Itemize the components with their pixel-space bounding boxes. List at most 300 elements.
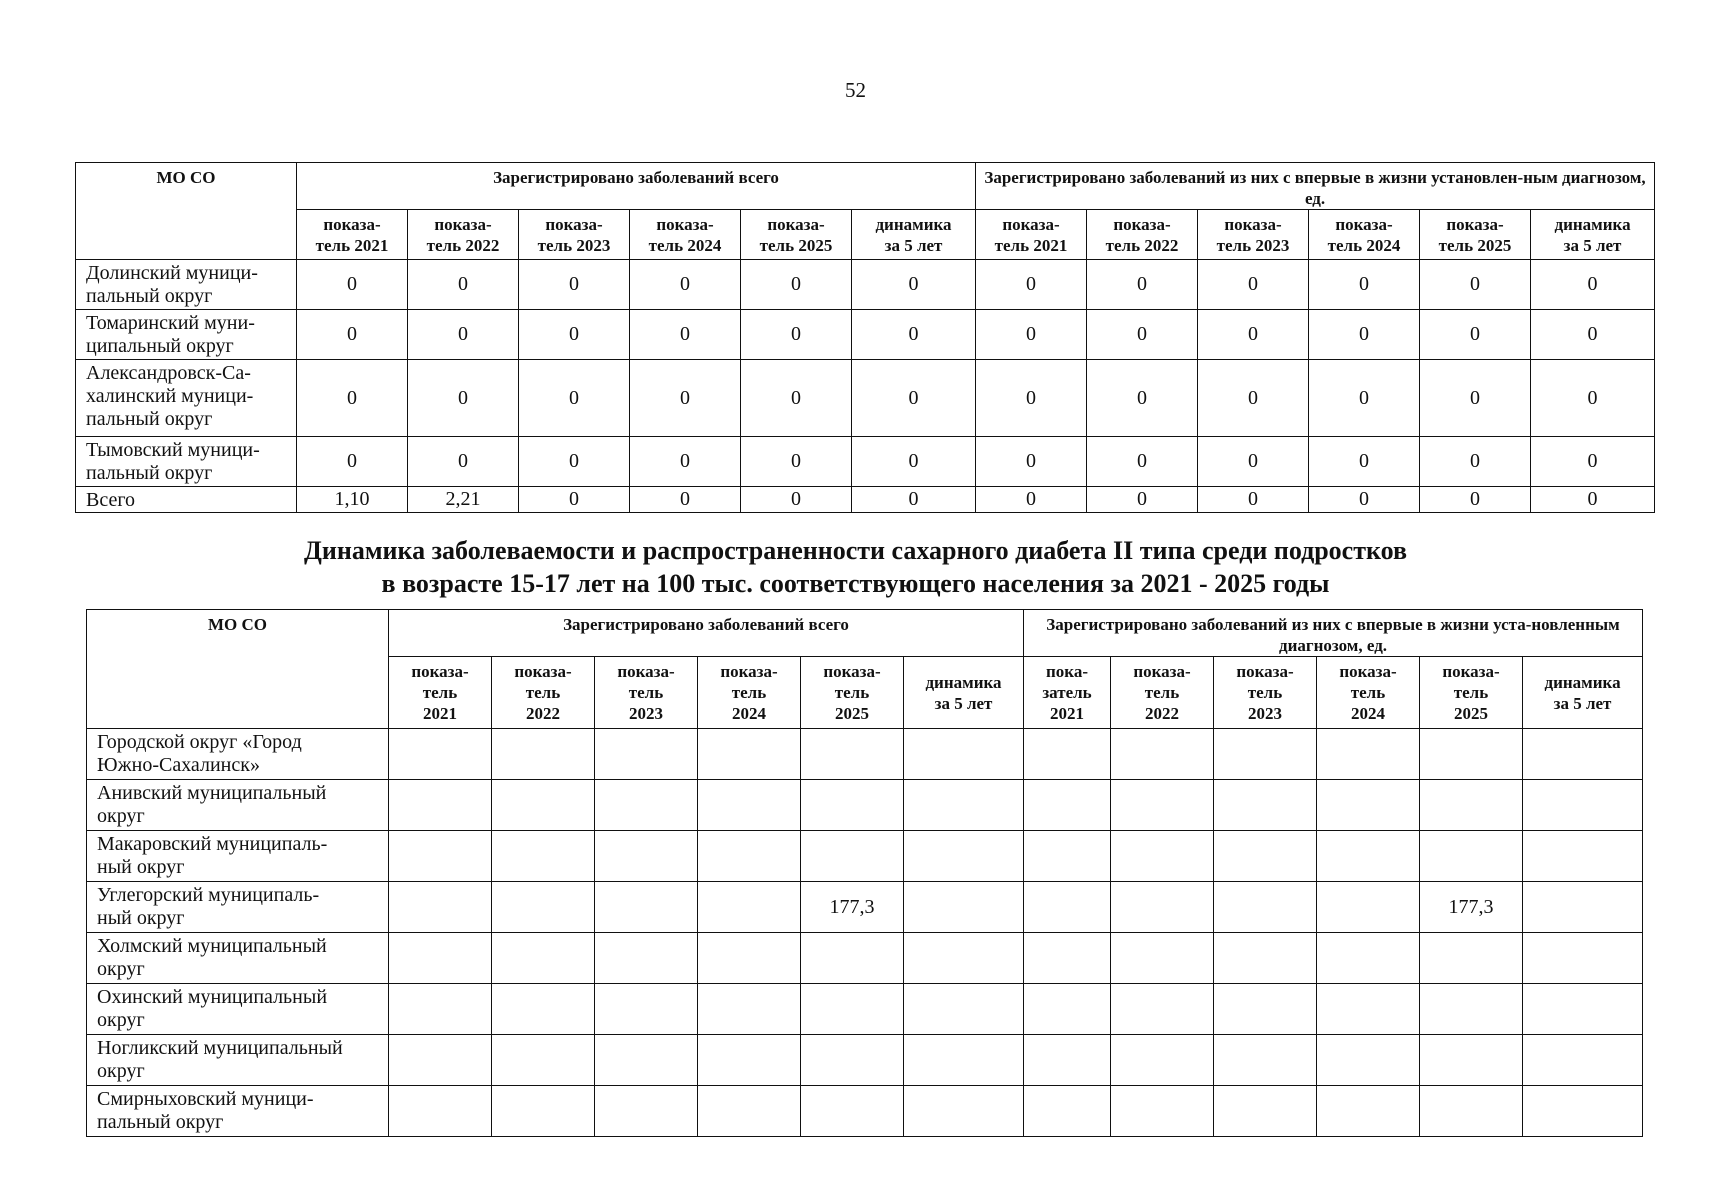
row-name [76,437,297,487]
table-row [87,1086,1643,1137]
subheader-line: тель 2022 [426,235,500,255]
table-cell: 0 [741,260,852,310]
table-cell [595,780,698,831]
table-row [76,437,1655,487]
table-cell: 0 [408,360,519,437]
row-name-line: округ [97,958,145,980]
subheader-line: тель [1350,683,1386,702]
subheader-line: тель [422,683,458,702]
table-cell: 0 [1309,260,1420,310]
table-cell [1024,933,1111,984]
table-cell [1214,831,1317,882]
row-name [87,1086,389,1137]
table-cell: 0 [852,487,976,513]
table-cell [904,1035,1024,1086]
table-cell: 0 [1087,360,1198,437]
table1-subheader-3 [519,210,630,260]
table-cell: 0 [630,260,741,310]
table-cell: 0 [1087,437,1198,487]
table-cell [1523,984,1643,1035]
subheader-line: показа- [767,214,825,234]
table1-subheader-1 [297,210,408,260]
subheader-line: тель 2024 [1327,235,1401,255]
row-name-line: Томаринский муни- [86,312,255,334]
table2-subheader-3 [595,657,698,729]
subheader-line: 2023 [629,704,663,723]
subheader-line: показа- [1224,214,1282,234]
row-name-line: Александровск-Са- [86,362,251,384]
table-cell [1214,729,1317,780]
table-cell [1523,1086,1643,1137]
table-cell: 0 [1198,437,1309,487]
subheader-line: показа- [411,662,469,681]
row-name [87,729,389,780]
table1-corner-header: МО СО [76,163,297,260]
table-cell: 0 [519,260,630,310]
table-cell [492,780,595,831]
table-row [87,1035,1643,1086]
table-cell: 0 [1420,487,1531,513]
subheader-line: показа- [823,662,881,681]
table-cell [389,882,492,933]
table-cell [801,729,904,780]
table-cell [698,1035,801,1086]
table-cell: 0 [1309,487,1420,513]
row-name-line: Городской округ «Город [97,731,302,753]
table-cell [1024,780,1111,831]
subheader-line: 2025 [835,704,869,723]
row-name [87,780,389,831]
subheader-line: показа- [434,214,492,234]
table-cell [1317,780,1420,831]
table2-subheader-2 [492,657,595,729]
table2-subheader-5 [801,657,904,729]
row-name [87,831,389,882]
table-cell [1111,984,1214,1035]
table-cell [1420,780,1523,831]
table-cell: 0 [1420,310,1531,360]
table-cell: 0 [297,360,408,437]
row-name-line: округ [97,1060,145,1082]
table-cell [1317,729,1420,780]
table-cell [1024,984,1111,1035]
table-cell [904,780,1024,831]
table-cell [595,933,698,984]
table-cell [1024,1086,1111,1137]
subheader-line: показа- [1335,214,1393,234]
table-cell: 0 [852,360,976,437]
table-cell [1523,882,1643,933]
table-row [76,487,1655,513]
table-cell [1214,780,1317,831]
table-cell: 0 [297,437,408,487]
subheader-line: за 5 лет [1553,693,1612,713]
table-cell: 0 [630,437,741,487]
row-name-line: округ [97,1009,145,1031]
table-cell: 0 [976,487,1087,513]
table-row [87,984,1643,1035]
table-cell [1317,984,1420,1035]
table-cell [904,882,1024,933]
table-cell: 0 [519,437,630,487]
subheader-line: тель [628,683,664,702]
table1-subheader-4 [630,210,741,260]
table-cell: 0 [976,437,1087,487]
table-cell: 0 [297,310,408,360]
table-row [87,729,1643,780]
table-cell [492,882,595,933]
table-cell: 0 [1531,360,1655,437]
subheader-line: тель [1453,683,1489,702]
subheader-line: показа- [1446,214,1504,234]
table-cell [1214,1086,1317,1137]
table-cell [1111,933,1214,984]
subheader-line: за 5 лет [884,235,943,255]
table-cell: 0 [408,437,519,487]
row-name-line: Углегорский муниципаль- [97,884,320,906]
table1-body [76,260,1655,513]
table-cell [1111,780,1214,831]
table2-subheader-11 [1420,657,1523,729]
table2-subheader-12 [1523,657,1643,729]
table-cell [698,831,801,882]
table2-group-all-header: Зарегистрировано заболеваний всего [389,610,1024,657]
table-cell [1523,780,1643,831]
table-cell [1024,729,1111,780]
subheader-line: показа- [617,662,675,681]
table-cell: 1,10 [297,487,408,513]
subheader-line: тель [731,683,767,702]
table-cell [698,933,801,984]
table-cell [801,1086,904,1137]
table-cell [1214,984,1317,1035]
row-name-line: пальный округ [97,1111,224,1133]
subheader-line: тель [834,683,870,702]
table-cell: 0 [1531,437,1655,487]
row-name [76,487,297,513]
subheader-line: тель 2022 [1105,235,1179,255]
table-cell [1111,831,1214,882]
table-row [87,780,1643,831]
table-cell: 0 [519,487,630,513]
table1-subheader-8 [1087,210,1198,260]
subheader-line: тель 2025 [1438,235,1512,255]
table-cell: 0 [630,310,741,360]
subheader-line: показа- [514,662,572,681]
table-cell [904,984,1024,1035]
subheader-line: динамика [1554,214,1631,234]
table-cell: 0 [852,260,976,310]
table-row [76,360,1655,437]
subheader-line: показа- [323,214,381,234]
table-cell [1111,1086,1214,1137]
table-cell [1111,729,1214,780]
table-cell [1024,831,1111,882]
subheader-line: 2021 [1050,704,1084,723]
table-row [87,831,1643,882]
table-cell [492,1086,595,1137]
table-cell [698,1086,801,1137]
table-cell [801,831,904,882]
table-cell [595,831,698,882]
table2-group-new-header: Зарегистрировано заболеваний из них с впервые в жизни уста-новленным диагнозом, ед. [1024,610,1643,657]
subheader-line: 2024 [732,704,766,723]
table-cell [1420,831,1523,882]
row-name-line: ный округ [97,907,185,929]
table1-subheader-9 [1198,210,1309,260]
table-cell: 0 [297,260,408,310]
table-cell [1214,1035,1317,1086]
table-cell: 0 [741,487,852,513]
table-cell: 0 [1198,310,1309,360]
table-cell [904,933,1024,984]
table-cell [595,882,698,933]
subheader-line: показа- [1236,662,1294,681]
table-cell: 0 [630,360,741,437]
row-name-line: Тымовский муници- [86,439,260,461]
table-cell [801,780,904,831]
table-cell: 0 [1531,260,1655,310]
table-cell [1317,933,1420,984]
table1-group-new-header: Зарегистрировано заболеваний из них с впервые в жизни установлен-ным диагнозом, ед. [976,163,1655,210]
table-cell: 0 [852,310,976,360]
row-name-line: ципальный округ [86,335,234,357]
row-name-line: Макаровский муниципаль- [97,833,328,855]
table-cell: 0 [1087,487,1198,513]
subheader-line: тель 2025 [759,235,833,255]
table-row [76,260,1655,310]
row-name [87,933,389,984]
table-incidence-counts [75,162,1655,513]
table2-corner-header: МО СО [87,610,389,729]
table-cell [389,780,492,831]
table-cell [1523,933,1643,984]
subheader-line: динамика [1544,672,1621,692]
table-cell [1214,933,1317,984]
table-cell: 0 [976,260,1087,310]
section-title-line2: в возрасте 15-17 лет на 100 тыс. соответствующего населения за 2021 - 2025 годы [381,569,1330,598]
table1-subheader-11 [1420,210,1531,260]
table2-subheader-4 [698,657,801,729]
section-title [0,534,1711,600]
table-cell [595,1035,698,1086]
table-cell: 0 [741,360,852,437]
subheader-line: показа- [1002,214,1060,234]
table-cell [492,933,595,984]
row-name-line: Анивский муниципальный [97,782,327,804]
table-cell: 2,21 [408,487,519,513]
row-name-line: халинский муници- [86,385,254,407]
table-cell [389,984,492,1035]
table-cell [1420,1086,1523,1137]
row-name [87,984,389,1035]
table-cell [1420,1035,1523,1086]
table1-subheader-12 [1531,210,1655,260]
table-cell [1317,1035,1420,1086]
table-cell [1523,1035,1643,1086]
table2-subheader-1 [389,657,492,729]
row-name-line: ный округ [97,856,185,878]
table-cell [492,831,595,882]
table-cell [492,984,595,1035]
table-cell [1420,933,1523,984]
table-cell [904,1086,1024,1137]
table-cell [595,729,698,780]
table2-subheader-10 [1317,657,1420,729]
row-name [76,360,297,437]
table2-subheader-7 [1024,657,1111,729]
section-title-line1: Динамика заболеваемости и распространенности сахарного диабета II типа среди подростков [303,536,1408,565]
page-number: 52 [845,78,866,102]
table-row [87,933,1643,984]
table-cell: 0 [408,310,519,360]
table-cell: 0 [1420,437,1531,487]
table-cell: 0 [976,310,1087,360]
subheader-line: 2021 [423,704,457,723]
table-cell: 0 [519,360,630,437]
table-cell [492,729,595,780]
table1-subheader-5 [741,210,852,260]
table-row [87,882,1643,933]
subheader-line: показа- [545,214,603,234]
subheader-line: показа- [1113,214,1171,234]
subheader-line: показа- [1442,662,1500,681]
row-name [76,310,297,360]
table-cell [698,882,801,933]
table-cell: 0 [1198,487,1309,513]
table-cell: 0 [1420,260,1531,310]
table1-subheader-7 [976,210,1087,260]
table-row [76,310,1655,360]
table-cell [1420,984,1523,1035]
table-cell [801,984,904,1035]
table-cell [389,729,492,780]
row-name-line: Холмский муниципальный [97,935,327,957]
subheader-line: показа- [720,662,778,681]
row-name [76,260,297,310]
table1-group-all-header: Зарегистрировано заболеваний всего [297,163,976,210]
row-name-line: округ [97,805,145,827]
row-name-line: Долинский муници- [86,262,258,284]
table-cell: 0 [1309,310,1420,360]
subheader-line: динамика [875,214,952,234]
subheader-line: тель 2024 [648,235,722,255]
table-cell: 0 [630,487,741,513]
table-cell: 177,3 [1420,882,1523,933]
table-cell [1214,882,1317,933]
table-cell [1420,729,1523,780]
table-cell: 177,3 [801,882,904,933]
table-cell [389,1086,492,1137]
subheader-line: 2024 [1351,704,1385,723]
table-cell [595,984,698,1035]
table-cell: 0 [1531,310,1655,360]
table1-subheader-10 [1309,210,1420,260]
row-name-line: Южно-Сахалинск» [97,754,260,776]
table-cell [904,831,1024,882]
table1-subheader-row [76,210,1655,260]
table-cell [801,933,904,984]
table-cell: 0 [852,437,976,487]
table-cell: 0 [1198,260,1309,310]
subheader-line: 2023 [1248,704,1282,723]
subheader-line: тель [1144,683,1180,702]
table-cell [1111,1035,1214,1086]
subheader-line: динамика [925,672,1002,692]
subheader-line: затель [1042,683,1092,702]
subheader-line: за 5 лет [934,693,993,713]
table2-subheader-8 [1111,657,1214,729]
row-name-line: Охинский муниципальный [97,986,328,1008]
subheader-line: тель 2021 [994,235,1068,255]
subheader-line: показа- [1133,662,1191,681]
table-cell: 0 [976,360,1087,437]
subheader-line: тель 2023 [1216,235,1290,255]
table-cell [1024,882,1111,933]
table-cell [389,933,492,984]
table-cell [698,780,801,831]
table-cell [1317,882,1420,933]
subheader-line: пока- [1046,662,1088,681]
subheader-line: 2022 [526,704,560,723]
row-name-line: Всего [86,489,136,511]
table-cell [904,729,1024,780]
table-cell [801,1035,904,1086]
table-cell [595,1086,698,1137]
subheader-line: показа- [656,214,714,234]
table2-subheader-9 [1214,657,1317,729]
row-name-line: пальный округ [86,285,213,307]
table-cell [1523,831,1643,882]
table-cell [1317,831,1420,882]
subheader-line: тель [525,683,561,702]
subheader-line: 2022 [1145,704,1179,723]
table1-subheader-6 [852,210,976,260]
row-name-line: пальный округ [86,462,213,484]
table-cell [1523,729,1643,780]
table1-subheader-2 [408,210,519,260]
table-cell [492,1035,595,1086]
table-cell [1111,882,1214,933]
subheader-line: тель [1247,683,1283,702]
row-name [87,1035,389,1086]
table-cell [698,729,801,780]
table-cell: 0 [741,437,852,487]
table-cell: 0 [1309,360,1420,437]
subheader-line: за 5 лет [1563,235,1622,255]
subheader-line: тель 2023 [537,235,611,255]
table-cell [1024,1035,1111,1086]
table-cell: 0 [1420,360,1531,437]
subheader-line: 2025 [1454,704,1488,723]
table-cell [698,984,801,1035]
subheader-line: тель 2021 [315,235,389,255]
table-cell [389,831,492,882]
table-cell [1317,1086,1420,1137]
table-cell: 0 [1531,487,1655,513]
table-cell [389,1035,492,1086]
table-cell: 0 [1198,360,1309,437]
table-cell: 0 [1309,437,1420,487]
row-name-line: Смирныховский муници- [97,1088,314,1110]
table-cell: 0 [1087,310,1198,360]
table2-subheader-6 [904,657,1024,729]
table-cell: 0 [519,310,630,360]
table2-body [87,729,1643,1137]
table-cell: 0 [1087,260,1198,310]
table-cell: 0 [741,310,852,360]
table-cell: 0 [408,260,519,310]
